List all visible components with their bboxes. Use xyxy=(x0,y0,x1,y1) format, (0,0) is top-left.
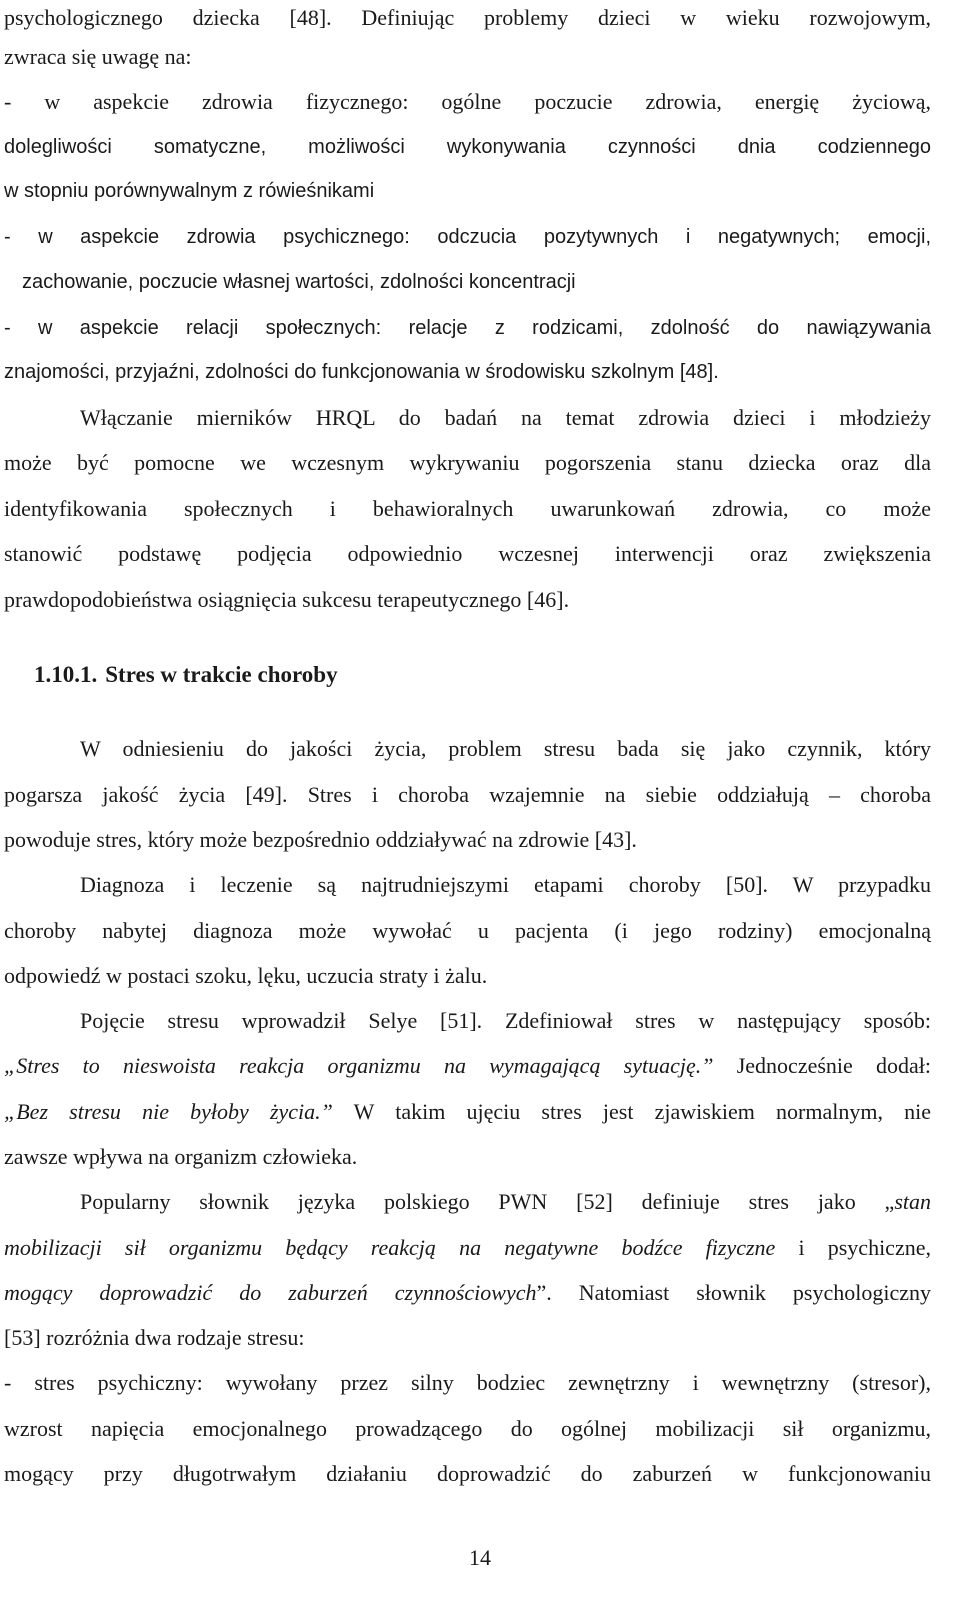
text-line xyxy=(4,1187,931,1217)
text-line xyxy=(4,1097,931,1127)
text-line: zachowanie, poczucie własnej wartości, zdolności koncentracji xyxy=(22,271,576,293)
text-line xyxy=(4,1051,931,1081)
text-line: psychologicznego dziecka [48]. Definiując problemy dzieci w wieku rozwojowym, xyxy=(4,5,931,30)
text-line: dolegliwości somatyczne, możliwości wykonywania czynności dnia codziennego xyxy=(4,136,931,158)
text-line: - w aspekcie zdrowia psychicznego: odczucia pozytywnych i negatywnych; emocji, xyxy=(4,226,931,248)
text-run: Jednocześnie dodał: xyxy=(713,1053,931,1078)
quote-italic: „Bez stresu nie byłoby życia.” xyxy=(4,1099,333,1124)
text-line: - w aspekcie zdrowia fizycznego: ogólne poczucie zdrowia, energię życiową, xyxy=(4,89,931,114)
text-line: - w aspekcie relacji społecznych: relacje z rodzicami, zdolność do nawiązywania xyxy=(4,317,931,339)
section-heading xyxy=(34,660,338,690)
text-line: identyfikowania społecznych i behawioralnych uwarunkowań zdrowia, co może xyxy=(4,496,931,521)
text-line xyxy=(4,1233,931,1263)
text-line: [53] rozróżnia dwa rodzaje stresu: xyxy=(4,1325,305,1350)
quote-italic: „Stres to nieswoista reakcja organizmu na wymagającą sytuację.” xyxy=(4,1053,714,1078)
text-line: w stopniu porównywalnym z rówieśnikami xyxy=(4,180,375,202)
text-line: zawsze wpływa na organizm człowieka. xyxy=(4,1144,358,1169)
text-line: pogarsza jakość życia [49]. Stres i choroba wzajemnie na siebie oddziałują – choroba xyxy=(4,782,931,807)
text-line: W odniesieniu do jakości życia, problem stresu bada się jako czynnik, który xyxy=(80,736,931,761)
section-title: Stres w trakcie choroby xyxy=(105,662,338,687)
text-line: wzrost napięcia emocjonalnego prowadzącego do ogólnej mobilizacji sił organizmu, xyxy=(4,1416,931,1441)
text-run: W takim ujęciu stres jest zjawiskiem normalnym, nie xyxy=(332,1099,932,1124)
text-line: choroby nabytej diagnoza może wywołać u pacjenta (i jego rodziny) emocjonalną xyxy=(4,918,931,943)
text-line: prawdopodobieństwa osiągnięcia sukcesu terapeutycznego [46]. xyxy=(4,587,570,612)
text-line: - stres psychiczny: wywołany przez silny bodziec zewnętrzny i wewnętrzny (stresor), xyxy=(4,1370,931,1395)
text-run: i psychiczne, xyxy=(775,1235,931,1260)
text-line: zwraca się uwagę na: xyxy=(4,44,192,69)
text-line: znajomości, przyjaźni, zdolności do funkcjonowania w środowisku szkolnym [48]. xyxy=(4,361,719,383)
text-line: stanowić podstawę podjęcia odpowiednio wczesnej interwencji oraz zwiększenia xyxy=(4,541,931,566)
text-line: Diagnoza i leczenie są najtrudniejszymi etapami choroby [50]. W przypadku xyxy=(80,872,931,897)
text-line: Włączanie mierników HRQL do badań na temat zdrowia dzieci i młodzieży xyxy=(80,405,931,430)
definition-italic: mogący doprowadzić do zaburzeń czynnościowych xyxy=(4,1280,537,1305)
text-line: powoduje stres, który może bezpośrednio oddziaływać na zdrowie [43]. xyxy=(4,827,637,852)
section-number: 1.10.1. xyxy=(34,662,98,687)
text-line: może być pomocne we wczesnym wykrywaniu pogorszenia stanu dziecka oraz dla xyxy=(4,450,931,475)
definition-italic: mobilizacji sił organizmu będący reakcją na negatywne bodźce fizyczne xyxy=(4,1235,776,1260)
page-number: 14 xyxy=(469,1545,491,1570)
text-run: Popularny słownik języka polskiego PWN [52] definiuje stres jako „ xyxy=(80,1189,895,1214)
text-line: odpowiedź w postaci szoku, lęku, uczucia straty i żalu. xyxy=(4,963,488,988)
text-line: mogący przy długotrwałym działaniu doprowadzić do zaburzeń w funkcjonowaniu xyxy=(4,1461,931,1486)
text-line xyxy=(4,1278,931,1308)
text-line: Pojęcie stresu wprowadził Selye [51]. Zdefiniował stres w następujący sposób: xyxy=(80,1008,931,1033)
text-run: ”. Natomiast słownik psychologiczny xyxy=(536,1280,931,1305)
definition-italic: stan xyxy=(894,1189,931,1214)
